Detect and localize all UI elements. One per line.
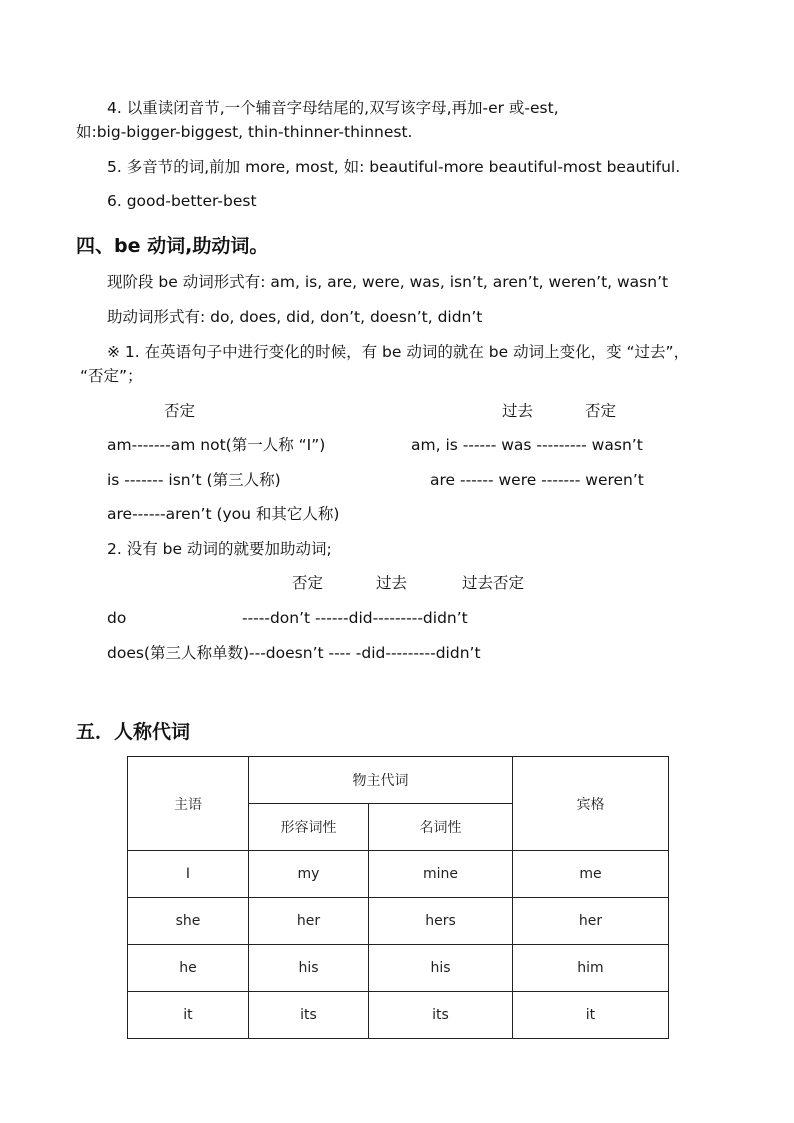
header2-past-negative: 过去否定 (462, 574, 525, 592)
section-5-heading: 五．人称代词 (76, 721, 191, 743)
note-1-line-1: ※ 1. 在英语句子中进行变化的时候，有 be 动词的就在 be 动词上变化，变 “过去”， (107, 343, 690, 361)
personal-pronoun-table (127, 756, 669, 1039)
rule-4-line-1: 4. 以重读闭音节,一个辅音字母结尾的,双写该字母,再加-er 或-est, (107, 99, 559, 117)
row-do-forms: -----don’t ------did---------didn’t (242, 609, 468, 627)
rule-4-line-2: 如:big-bigger-biggest, thin-thinner-thinnest. (76, 123, 413, 141)
header-negative-right: 否定 (585, 402, 617, 420)
table-cell: it (513, 992, 669, 1039)
table-cell: hers (369, 898, 513, 945)
header2-past: 过去 (376, 574, 408, 592)
table-cell: me (513, 851, 669, 898)
aux-forms-line: 助动词形式有: do, does, did, don’t, doesn’t, didn’t (107, 308, 483, 326)
note-1-line-2: “否定”； (80, 367, 143, 385)
row-does: does(第三人称单数)---doesn’t ---- -did---------didn’t (107, 644, 481, 662)
table-cell: her (249, 898, 369, 945)
table-cell: its (369, 992, 513, 1039)
table-row (128, 898, 669, 945)
table-cell: him (513, 945, 669, 992)
section-4-heading: 四、be 动词,助动词。 (76, 235, 269, 257)
table-cell: her (513, 898, 669, 945)
table-cell: she (128, 898, 249, 945)
header-adjective: 形容词性 (249, 804, 369, 851)
row-are-past: are ------ were ------- weren’t (430, 471, 644, 489)
table-cell: his (249, 945, 369, 992)
table-cell: my (249, 851, 369, 898)
table-cell: I (128, 851, 249, 898)
table-cell: mine (369, 851, 513, 898)
table-cell: its (249, 992, 369, 1039)
table-row (128, 851, 669, 898)
rule-5: 5. 多音节的词,前加 more, most, 如: beautiful-more beautiful-most beautiful. (107, 158, 681, 176)
table-row (128, 992, 669, 1039)
header-past-right: 过去 (502, 402, 534, 420)
table-cell: it (128, 992, 249, 1039)
be-forms-line: 现阶段 be 动词形式有: am, is, are, were, was, isn’t, aren’t, weren’t, wasn’t (107, 273, 669, 291)
row-do-label: do (107, 609, 127, 627)
row-are: are------aren’t (you 和其它人称) (107, 505, 340, 523)
header-object: 宾格 (513, 757, 669, 851)
header2-negative: 否定 (292, 574, 324, 592)
header-negative-left: 否定 (164, 402, 196, 420)
row-am: am-------am not(第一人称 “I”) (107, 436, 326, 454)
rule-6: 6. good-better-best (107, 192, 257, 210)
note-2: 2. 没有 be 动词的就要加助动词; (107, 540, 332, 558)
header-noun: 名词性 (369, 804, 513, 851)
row-am-is-past: am, is ------ was --------- wasn’t (411, 436, 643, 454)
header-possessive: 物主代词 (249, 757, 513, 804)
row-is: is ------- isn’t (第三人称) (107, 471, 281, 489)
table-cell: his (369, 945, 513, 992)
table-cell: he (128, 945, 249, 992)
table-header-row (128, 757, 669, 804)
header-subject: 主语 (128, 757, 249, 851)
table-row (128, 945, 669, 992)
